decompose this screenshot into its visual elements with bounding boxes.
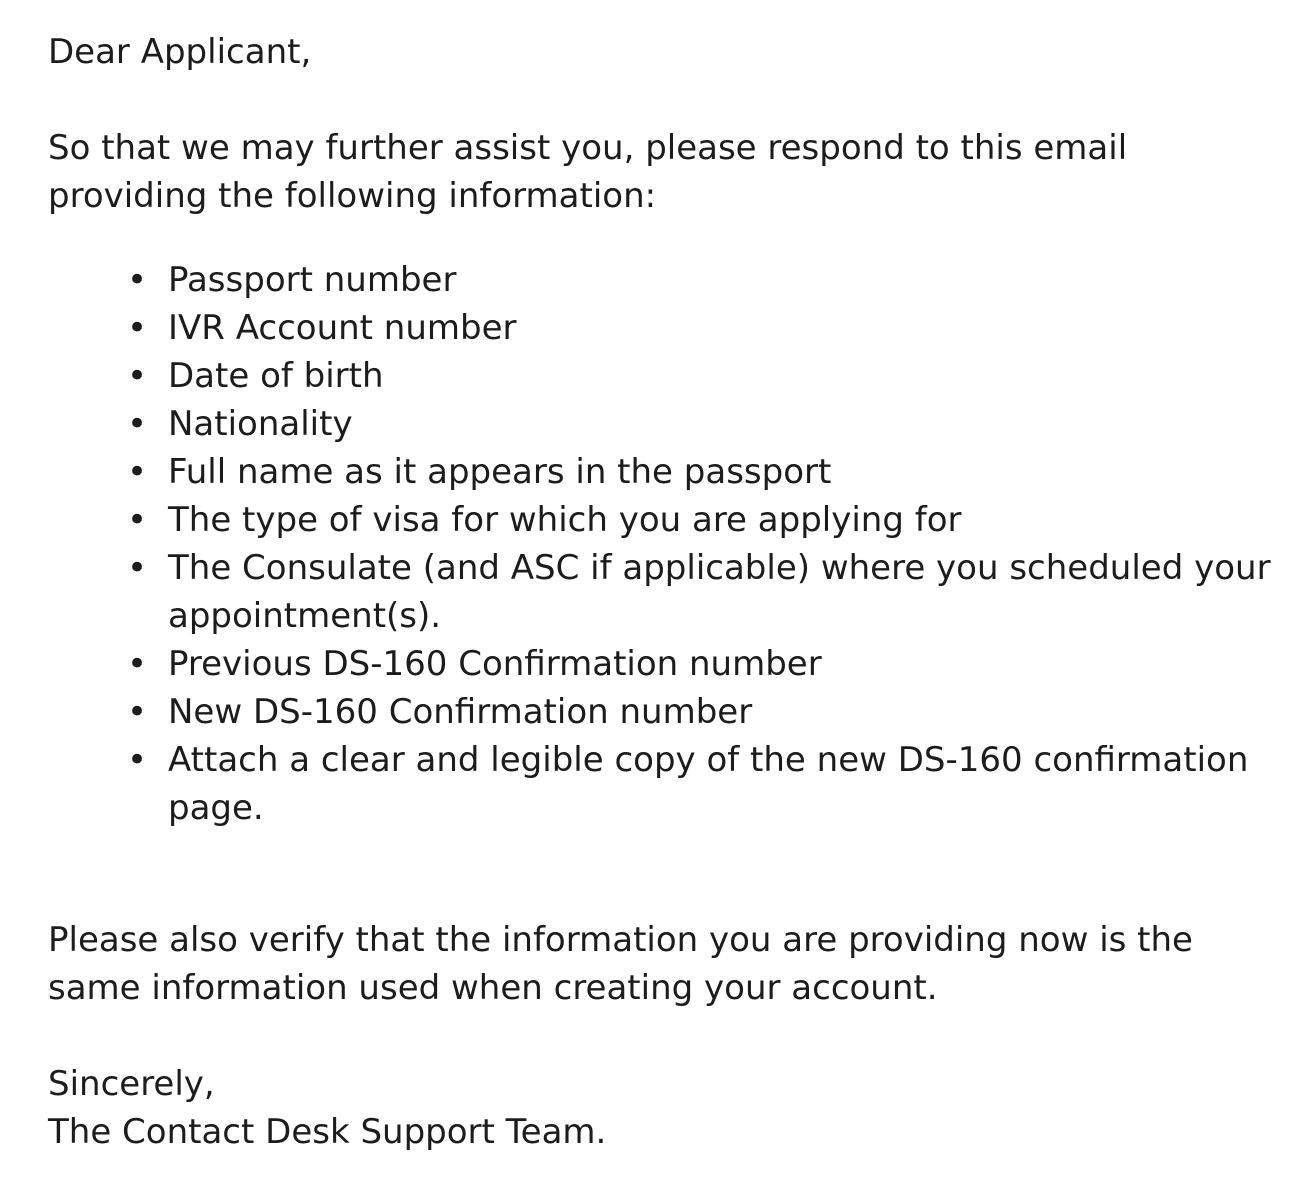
bullet-icon: • [126, 692, 148, 732]
list-item-text: Previous DS-160 Confirmation number [168, 644, 822, 684]
list-item [48, 400, 1278, 448]
greeting: Dear Applicant, [48, 32, 312, 72]
bullet-icon: • [126, 500, 148, 540]
list-item-text: New DS-160 Confirmation number [168, 692, 753, 732]
bullet-icon: • [126, 740, 148, 780]
bullet-icon: • [126, 644, 148, 684]
bullet-icon: • [126, 452, 148, 492]
intro-paragraph: So that we may further assist you, please respond to this email providing the following information: [48, 128, 1128, 216]
list-item [48, 304, 1278, 352]
signature: The Contact Desk Support Team. [48, 1112, 607, 1152]
verify-paragraph: Please also verify that the information you are providing now is the same information used when creating your account. [48, 920, 1193, 1008]
list-item-text: IVR Account number [168, 308, 517, 348]
list-item [48, 352, 1278, 400]
list-item-text: Passport number [168, 260, 457, 300]
closing: Sincerely, [48, 1064, 215, 1104]
bullet-icon: • [126, 404, 148, 444]
bullet-icon: • [126, 308, 148, 348]
bullet-icon: • [126, 356, 148, 396]
requirements-list [48, 256, 1278, 832]
list-item [48, 496, 1278, 544]
list-item-text: Nationality [168, 404, 353, 444]
list-item-text: Full name as it appears in the passport [168, 452, 832, 492]
list-item [48, 448, 1278, 496]
bullet-icon: • [126, 260, 148, 300]
list-item [48, 688, 1278, 736]
list-item-text: Date of birth [168, 356, 384, 396]
list-item [48, 736, 1278, 832]
list-item-text: Attach a clear and legible copy of the new DS-160 confirmation page. [168, 740, 1249, 828]
list-item-text: The type of visa for which you are applying for [168, 500, 962, 540]
list-item [48, 256, 1278, 304]
list-item [48, 640, 1278, 688]
bullet-icon: • [126, 548, 148, 588]
list-item-text: The Consulate (and ASC if applicable) where you scheduled your appointment(s). [168, 548, 1271, 636]
list-item [48, 544, 1278, 640]
